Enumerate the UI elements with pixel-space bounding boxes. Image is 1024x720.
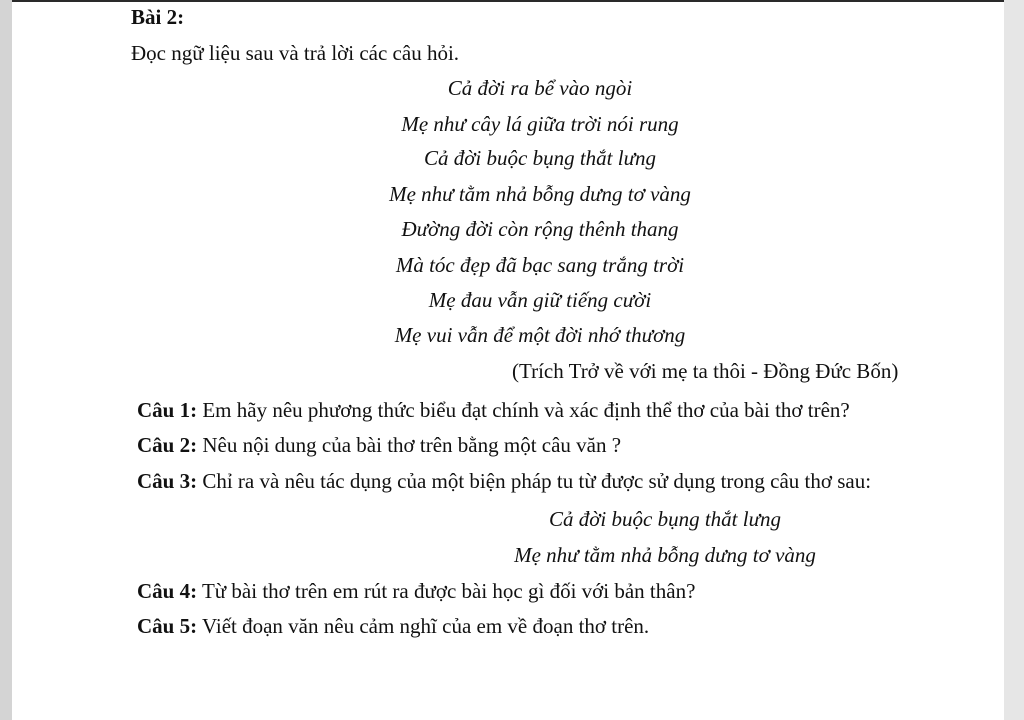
poem-line-2: Mẹ như cây lá giữa trời nói rung (401, 112, 679, 136)
poem-source: (Trích Trở về với mẹ ta thôi - Đồng Đức Bốn) (512, 359, 899, 383)
poem-line-8: Mẹ vui vẫn để một đời nhớ thương (394, 323, 686, 347)
poem-line-5: Đường đời còn rộng thênh thang (401, 217, 679, 241)
poem-line-4: Mẹ như tằm nhả bỗng dưng tơ vàng (389, 182, 691, 206)
question-4-label: Câu 4: (137, 579, 198, 603)
right-margin (1004, 0, 1024, 720)
poem-line-6: Mà tóc đẹp đã bạc sang trắng trời (395, 253, 685, 277)
question-5-text: Viết đoạn văn nêu cảm nghĩ của em về đoạn thơ trên. (197, 614, 650, 638)
poem-line-3: Cả đời buộc bụng thắt lưng (423, 146, 657, 170)
question-3-text: Chỉ ra và nêu tác dụng của một biện pháp tu từ được sử dụng trong câu thơ sau: (197, 469, 872, 493)
left-margin (0, 0, 12, 720)
question-2-label: Câu 2: (137, 433, 198, 457)
question-4 (137, 578, 695, 604)
question-5 (137, 613, 649, 639)
instruction-text: Đọc ngữ liệu sau và trả lời các câu hỏi. (131, 41, 460, 65)
question-4-text: Từ bài thơ trên em rút ra được bài học gì đối với bản thân? (197, 579, 696, 603)
question-1-text: Em hãy nêu phương thức biểu đạt chính và xác định thể thơ của bài thơ trên? (197, 398, 850, 422)
exercise-heading: Bài 2: (131, 5, 185, 29)
quoted-line-1: Cả đời buộc bụng thắt lưng (548, 507, 782, 531)
quoted-line-2: Mẹ như tằm nhả bỗng dưng tơ vàng (514, 543, 816, 567)
question-2 (137, 432, 621, 458)
poem-line-7: Mẹ đau vẫn giữ tiếng cười (428, 288, 652, 312)
question-2-text: Nêu nội dung của bài thơ trên bằng một câu văn ? (197, 433, 622, 457)
question-1 (137, 397, 850, 423)
question-3-label: Câu 3: (137, 469, 198, 493)
question-1-label: Câu 1: (137, 398, 198, 422)
poem-line-1: Cả đời ra bể vào ngòi (447, 76, 633, 100)
question-3 (137, 468, 871, 494)
question-5-label: Câu 5: (137, 614, 198, 638)
